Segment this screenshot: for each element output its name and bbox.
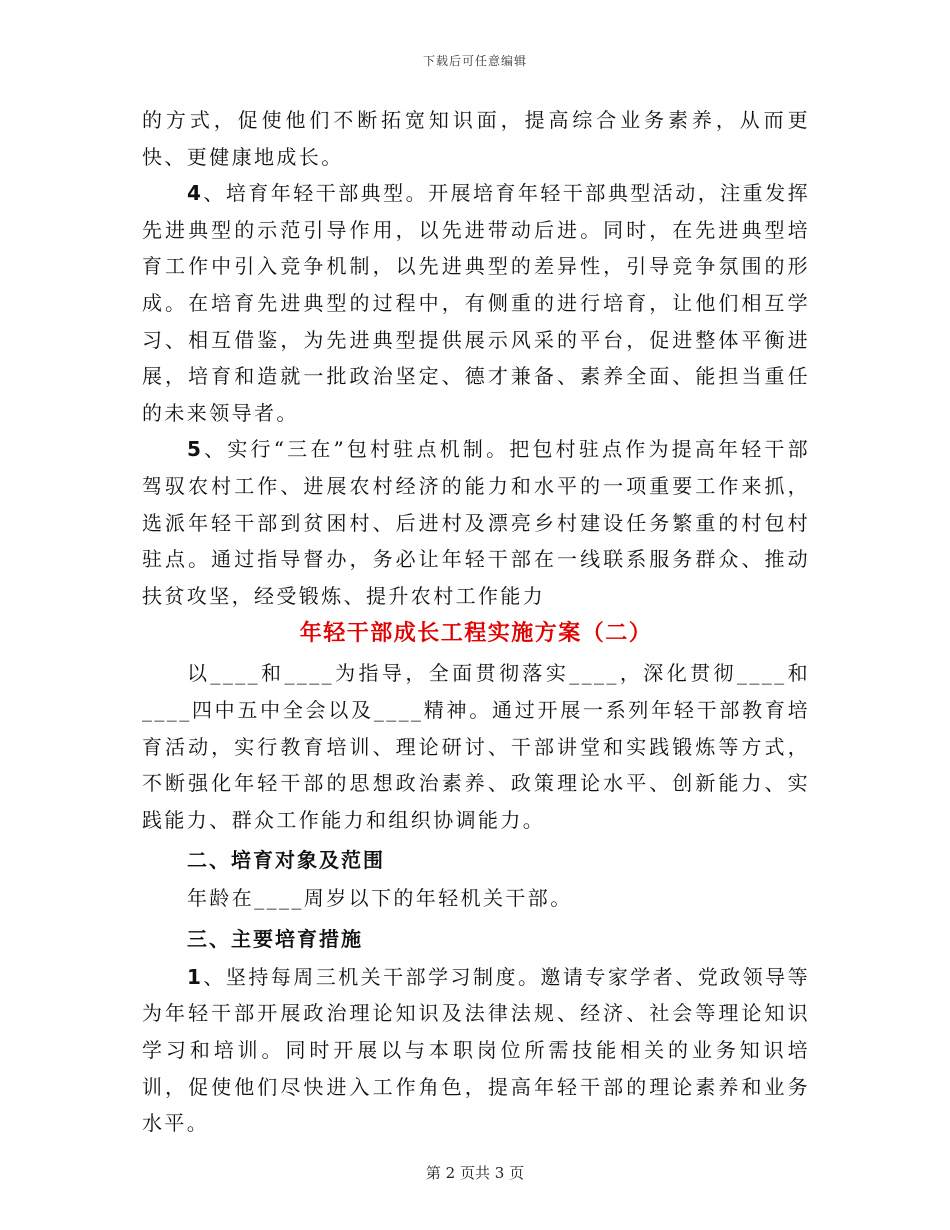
page-footer: 第 2 页共 3 页 — [425, 1164, 525, 1182]
list-item-4 — [142, 175, 810, 431]
item-number: 4 — [187, 181, 204, 206]
intro-paragraph: 以____和____为指导，全面贯彻落实____，深化贯彻____和____四中五中全会以及____精神。通过开展一系列年轻干部教育培育活动，实行教育培训、理论研讨、干部讲堂和实践锻炼等方式，不断强化年轻干部的思想政治素养、政策理论水平、创新能力、实践能力、群众工作能力和组织协调能力。 — [142, 661, 810, 832]
scope-paragraph: 年龄在____周岁以下的年轻机关干部。 — [187, 886, 573, 911]
heading-measures: 三、主要培育措施 — [187, 926, 363, 951]
document-body — [142, 102, 810, 1142]
paragraph-continuation: 的方式，促使他们不断拓宽知识面，提高综合业务素养，从而更快、更健康地成长。 — [142, 108, 810, 169]
item-number: 1 — [187, 964, 204, 989]
heading-scope: 二、培育对象及范围 — [187, 848, 385, 873]
item-number: 5 — [187, 437, 204, 462]
list-item-5 — [142, 431, 810, 614]
item-text: 、培育年轻干部典型。开展培育年轻干部典型活动，注重发挥先进典型的示范引导作用，以先进带动后进。同时，在先进典型培育工作中引入竞争机制，以先进典型的差异性，引导竞争氛围的形成。在培育先进典型的过程中，有侧重的进行培育，让他们相互学习、相互借鉴，为先进典型提供展示风采的平台，促进整体平衡进展，培育和造就一批政治坚定、德才兼备、素养全面、能担当重任的未来领导者。 — [142, 181, 810, 425]
item-text: 、实行“三在”包村驻点机制。把包村驻点作为提高年轻干部驾驭农村工作、进展农村经济的能力和水平的一项重要工作来抓，选派年轻干部到贫困村、后进村及漂亮乡村建设任务繁重的村包村驻点。通过指导督办，务必让年轻干部在一线联系服务群众、推动扶贫攻坚，经受锻炼、提升农村工作能力 — [142, 437, 810, 608]
section-title: 年轻干部成长工程实施方案（二） — [299, 621, 653, 647]
list-item-1 — [142, 959, 810, 1142]
page-header: 下载后可任意编辑 — [422, 54, 527, 68]
item-text: 、坚持每周三机关干部学习制度。邀请专家学者、党政领导等为年轻干部开展政治理论知识及法律法规、经济、社会等理论知识学习和培训。同时开展以与本职岗位所需技能相关的业务知识培训，促使他们尽快进入工作角色，提高年轻干部的理论素养和业务水平。 — [142, 964, 810, 1136]
